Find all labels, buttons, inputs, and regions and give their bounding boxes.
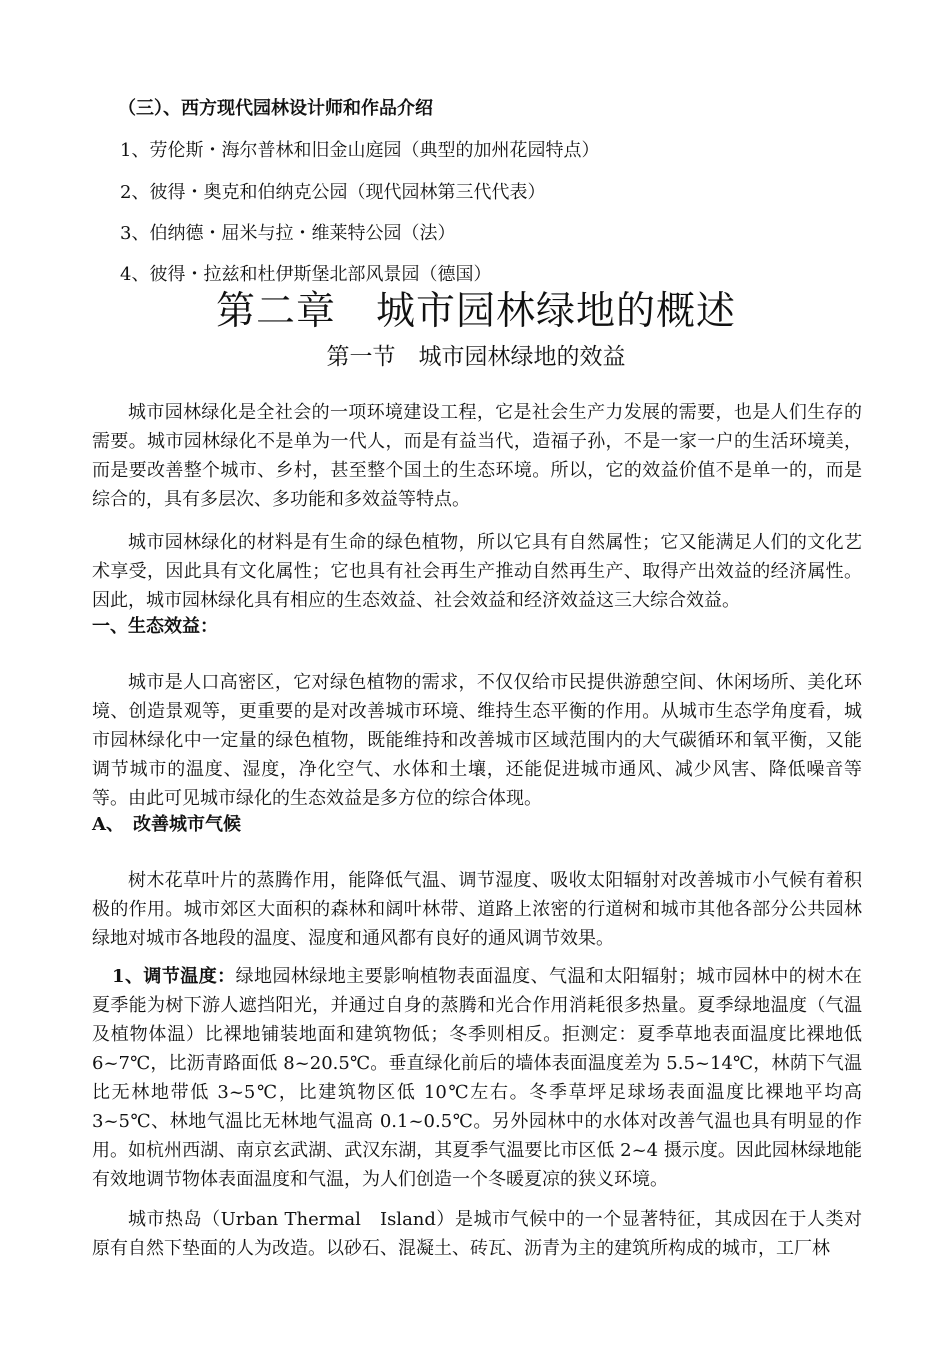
- list-item: 3、伯纳德・屈米与拉・维莱特公园（法）: [120, 223, 456, 244]
- heat-island-paragraph: 城市热岛（Urban Thermal Island）是城市气候中的一个显著特征，其成因在于人类对原有自然下垫面的人为改造。以砂石、混凝土、砖瓦、沥青为主的建筑所构成的城市，工厂林: [92, 1209, 862, 1259]
- climate-paragraph: 树木花草叶片的蒸腾作用，能降低气温、调节湿度、吸收太阳辐射对改善城市小气候有着积极的作用。城市郊区大面积的森林和阔叶林带、道路上浓密的行道树和城市其他各部分公共园林绿地对城市各地段的温度、湿度和通风都有良好的通风调节效果。: [92, 870, 862, 949]
- western-designers-heading: （三）、西方现代园林设计师和作品介绍: [118, 98, 433, 119]
- temperature-paragraph: [92, 962, 862, 1194]
- temperature-lead: 1、调节温度：: [112, 966, 236, 987]
- ecological-benefit-paragraph: 城市是人口高密区，它对绿色植物的需求，不仅仅给市民提供游憩空间、休闲场所、美化环境、创造景观等，更重要的是对改善城市环境、维持生态平衡的作用。从城市生态学角度看，城市园林绿化中一定量的绿色植物，既能维持和改善城市区域范围内的大气碳循环和氧平衡，又能调节城市的温度、湿度，净化空气、水体和土壤，还能促进城市通风、减少风害、降低噪音等等。由此可见城市绿化的生态效益是多方位的综合体现。: [92, 672, 862, 809]
- intro-paragraph: 城市园林绿化是全社会的一项环境建设工程，它是社会生产力发展的需要，也是人们生存的需要。城市园林绿化不是单为一代人，而是有益当代，造福子孙，不是一家一户的生活环境美，而是要改善整个城市、乡村，甚至整个国土的生态环境。所以，它的效益价值不是单一的，而是综合的，具有多层次、多功能和多效益等特点。: [92, 402, 862, 510]
- attributes-paragraph: 城市园林绿化的材料是有生命的绿色植物，所以它具有自然属性；它又能满足人们的文化艺术享受，因此具有文化属性；它也具有社会再生产推动自然再生产、取得产出效益的经济属性。因此，城市园林绿化具有相应的生态效益、社会效益和经济效益这三大综合效益。: [92, 532, 862, 611]
- section-title: 第一节 城市园林绿地的效益: [326, 344, 626, 370]
- list-item: 1、劳伦斯・海尔普林和旧金山庭园（典型的加州花园特点）: [120, 140, 600, 161]
- temperature-text: 绿地园林绿地主要影响植物表面温度、气温和太阳辐射；城市园林中的树木在夏季能为树下游人遮挡阳光，并通过自身的蒸腾和光合作用消耗很多热量。夏季绿地温度（气温及植物体温）比裸地铺装地面和建筑物低；冬季则相反。拒测定：夏季草地表面温度比裸地低 6~7℃，比沥青路面低 8~20.5℃。垂直绿化前后的墙体表面温度差为 5.5~14℃，林荫下气温比无林地带低 3~5℃，比建筑物区低 10℃左右。冬季草坪足球场表面温度比裸地平均高 3~5℃、林地气温比无林地气温高 0.1~0.5℃。另外园林中的水体对改善气温也具有明显的作用。如杭州西湖、南京玄武湖、武汉东湖，其夏季气温要比市区低 2~4 摄示度。因此园林绿地能有效地调节物体表面温度和气温，为人们创造一个冬暖夏凉的狭义环境。: [92, 966, 863, 1190]
- climate-heading: A、 改善城市气候: [92, 814, 241, 835]
- list-item: 2、彼得・奥克和伯纳克公园（现代园林第三代代表）: [120, 182, 546, 203]
- list-item: 4、彼得・拉兹和杜伊斯堡北部风景园（德国）: [120, 264, 492, 285]
- chapter-title: 第二章 城市园林绿地的概述: [215, 289, 736, 334]
- ecological-benefit-heading: 一、生态效益：: [92, 616, 218, 637]
